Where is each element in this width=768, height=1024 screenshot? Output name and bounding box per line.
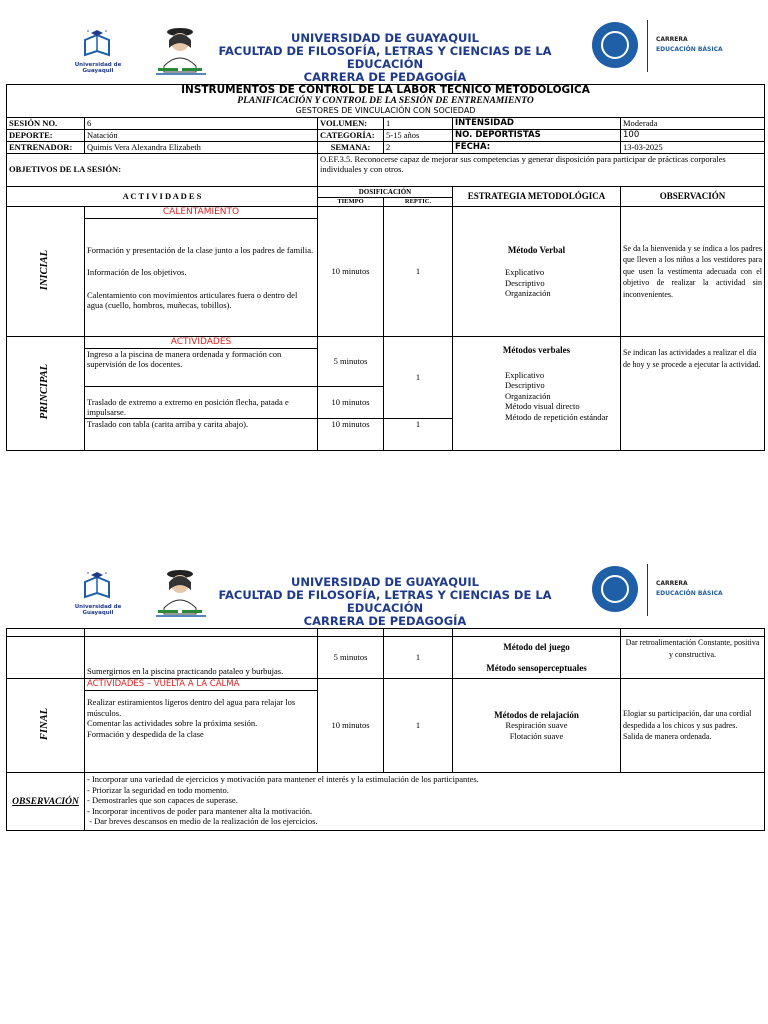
university-logo-2 bbox=[60, 564, 136, 622]
deportistas-value: 100 bbox=[621, 129, 765, 141]
principal-activity-4: Sumergirnos en la piscina practicando pataleo y burbujas. bbox=[85, 637, 318, 679]
final-activity-1: Realizar estiramientos ligeros dentro del agua para relajar los músculos. bbox=[87, 697, 296, 718]
col-observacion: OBSERVACIÓN bbox=[621, 186, 765, 207]
principal-estrategia bbox=[453, 337, 621, 451]
principal-phase-label: PRINCIPAL bbox=[39, 364, 51, 420]
university-name-2: UNIVERSIDAD DE GUAYAQUIL bbox=[291, 575, 479, 589]
categoria-label: CATEGORÍA: bbox=[318, 129, 384, 141]
principal-activity-3: Traslado con tabla (carita arriba y carita abajo). bbox=[85, 418, 318, 450]
principal-activity-1: Ingreso a la piscina de manera ordenada y formación con supervisión de los docentes. bbox=[85, 348, 318, 386]
observaciones-label: OBSERVACIÓN bbox=[7, 773, 85, 831]
categoria-value: 5-15 años bbox=[384, 129, 453, 141]
final-phase-label: FINAL bbox=[39, 708, 51, 741]
principal-act1-time: 5 minutos bbox=[318, 337, 384, 387]
principal-metodo-2: Descriptivo bbox=[505, 380, 545, 390]
principal-metodo-5: Método de repetición estándar bbox=[505, 411, 609, 422]
program-name-2: CARRERA DE PEDAGOGÍA bbox=[303, 614, 467, 628]
info-row-3 bbox=[7, 141, 765, 153]
inicial-phase-cell bbox=[7, 207, 85, 337]
principal-metodo-3: Organización bbox=[505, 390, 551, 401]
final-estrategia bbox=[453, 679, 621, 773]
university-name: UNIVERSIDAD DE GUAYAQUIL bbox=[291, 31, 479, 45]
principal-metodo-1: Explicativo bbox=[505, 369, 545, 380]
observacion-item: - Incorporar incentivos de poder para mantener alta la motivación. bbox=[87, 805, 313, 816]
principal-act3-time: 10 minutos bbox=[318, 418, 384, 450]
title-row bbox=[7, 85, 765, 118]
col-estrategia: ESTRATEGIA METODOLÓGICA bbox=[453, 186, 621, 207]
inicial-observacion: Se da la bienvenida y se indica a los padres que lleven a los niños a los vestidores para que usen la vestimenta adecuada con el objetivo de realizar la actividad sin inconvenientes. bbox=[621, 207, 765, 337]
volumen-value: 1 bbox=[384, 117, 453, 129]
deporte-value: Natación bbox=[85, 129, 318, 141]
objetivos-label: OBJETIVOS DE LA SESIÓN: bbox=[7, 153, 318, 186]
university-logo bbox=[60, 22, 136, 80]
inicial-tiempo: 10 minutos bbox=[318, 207, 384, 337]
col-tiempo: TIEMPO bbox=[318, 198, 384, 207]
carrera-logo-line1-2: CARRERA bbox=[656, 580, 688, 587]
final-heading-row bbox=[7, 679, 765, 691]
principal-observacion: Se indican las actividades a realizar el día de hoy y se procede a ejecutar la actividad. bbox=[621, 337, 765, 451]
principal-act3-rep: 1 bbox=[384, 418, 453, 450]
observaciones-list bbox=[85, 773, 765, 831]
final-activity-2: Comentar las actividades sobre la próxima sesión. bbox=[87, 718, 258, 728]
principal-activity-2: Traslado de extremo a extremo en posición flecha, patada e impulsarse. bbox=[85, 386, 318, 418]
doc-title: INSTRUMENTOS DE CONTROL DE LA LABOR TECNICO METODOLOGICA bbox=[181, 84, 590, 96]
semana-label: SEMANA: bbox=[318, 141, 384, 153]
book-logo-icon bbox=[82, 570, 112, 600]
inicial-activity-3: Calentamiento con movimientos articulares fuera o dentro del agua (cuello, hombros, muñecas, tobillos). bbox=[87, 289, 298, 310]
fecha-value: 13-03-2025 bbox=[621, 141, 765, 153]
principal-act4-rep: 1 bbox=[384, 637, 453, 679]
fecha-label: FECHA: bbox=[453, 141, 621, 153]
inicial-metodo-2: Descriptivo bbox=[505, 277, 545, 288]
final-metodo-2: Flotación suave bbox=[509, 730, 564, 741]
metodo-juego: Método del juego bbox=[503, 642, 570, 652]
deporte-label: DEPORTE: bbox=[7, 129, 85, 141]
principal-heading-row bbox=[7, 337, 765, 349]
inicial-metodo-1: Explicativo bbox=[505, 267, 545, 277]
actividades-heading: ACTIVIDADES bbox=[85, 337, 318, 349]
metodo-sensoperceptuales: Método sensoperceptuales bbox=[486, 662, 587, 673]
observaciones-row bbox=[7, 773, 765, 831]
final-activity-3: Formación y despedida de la clase bbox=[87, 728, 204, 739]
planning-table bbox=[6, 84, 765, 451]
doc-subtitle2: GESTORES DE VINCULACIÓN CON SOCIEDAD bbox=[295, 106, 476, 115]
final-rep: 1 bbox=[384, 679, 453, 773]
calentamiento-heading: CALENTAMIENTO bbox=[85, 207, 318, 219]
faculty-name: FACULTAD DE FILOSOFÍA, LETRAS Y CIENCIAS DE LA EDUCACIÓN bbox=[218, 44, 552, 71]
col-dosificacion: DOSIFICACIÓN bbox=[318, 186, 453, 198]
intensidad-value: Moderada bbox=[621, 117, 765, 129]
inicial-phase-label: INICIAL bbox=[39, 250, 51, 291]
program-name: CARRERA DE PEDAGOGÍA bbox=[303, 70, 467, 84]
entrenador-value: Quimis Vera Alexandra Elizabeth bbox=[85, 141, 318, 153]
principal-estrategia-2 bbox=[453, 637, 621, 679]
final-metodo: Métodos de relajación bbox=[494, 709, 579, 720]
deportistas-label: NO. DEPORTISTAS bbox=[453, 129, 621, 141]
principal-act2-time: 10 minutos bbox=[318, 386, 384, 418]
final-activities bbox=[85, 691, 318, 773]
final-observacion-1: Elogiar su participación, dar una cordial despedida a los chicos y sus padres. bbox=[623, 709, 752, 730]
principal-act4-row bbox=[7, 637, 765, 679]
inicial-metodo: Método Verbal bbox=[507, 244, 566, 255]
inicial-metodo-3: Organización bbox=[505, 288, 551, 298]
inicial-activities bbox=[85, 219, 318, 337]
col-actividades: A C T I V I D A D E S bbox=[7, 186, 318, 207]
faculty-name-2: FACULTAD DE FILOSOFÍA, LETRAS Y CIENCIAS DE LA EDUCACIÓN bbox=[218, 588, 552, 615]
intensidad-label: INTENSIDAD bbox=[453, 117, 621, 129]
objetivos-value: O.EF.3.5. Reconocerse capaz de mejorar sus competencias y generar disposición para participar de prácticas corporales individuales y con otros. bbox=[318, 153, 765, 186]
principal-act12-rep: 1 bbox=[384, 337, 453, 419]
info-row-2 bbox=[7, 129, 765, 141]
inicial-activity-1: Formación y presentación de la clase junto a los padres de familia. bbox=[87, 244, 314, 255]
observacion-item: - Priorizar la seguridad en todo momento. bbox=[87, 784, 229, 795]
volumen-label: VOLUMEN: bbox=[318, 117, 384, 129]
university-logo-label: Universidad de Guayaquil bbox=[74, 62, 122, 74]
doc-subtitle: PLANIFICACIÓN Y CONTROL DE LA SESIÓN DE ENTRENAMIENTO bbox=[237, 95, 534, 106]
principal-phase-cell bbox=[7, 337, 85, 451]
carrera-logo-line2-2: EDUCACIÓN BÁSICA bbox=[656, 590, 723, 597]
observacion-item: - Dar breves descansos en medio de la realización de los ejercicios. bbox=[87, 816, 318, 826]
principal-observacion-2: Dar retroalimentación Constante, positiva y constructiva. bbox=[621, 637, 765, 679]
principal-metodo-4: Método visual directo bbox=[505, 401, 580, 411]
observacion-item: - Demostrarles que son capaces de superase. bbox=[87, 795, 238, 805]
continuation-spacer-row bbox=[7, 629, 765, 637]
header-titles bbox=[180, 32, 590, 84]
observacion-item: - Incorporar una variedad de ejercicios y motivación para mantener el interés y la estimulación de los participantes. bbox=[87, 774, 479, 784]
semana-value: 2 bbox=[384, 141, 453, 153]
principal-metodo: Métodos verbales bbox=[502, 345, 571, 355]
entrenador-label: ENTRENADOR: bbox=[7, 141, 85, 153]
columns-header-row-1 bbox=[7, 186, 765, 198]
university-logo-label-2: Universidad de Guayaquil bbox=[74, 604, 122, 616]
final-tiempo: 10 minutos bbox=[318, 679, 384, 773]
sesion-label: SESIÓN NO. bbox=[7, 117, 85, 129]
objetivos-row bbox=[7, 153, 765, 186]
planning-table-2 bbox=[6, 628, 765, 831]
inicial-estrategia bbox=[453, 207, 621, 337]
final-observacion bbox=[621, 679, 765, 773]
carrera-logo-line2: EDUCACIÓN BÁSICA bbox=[656, 46, 723, 53]
final-metodo-1: Respiración suave bbox=[505, 720, 568, 731]
final-phase-cell bbox=[7, 679, 85, 773]
info-row-1 bbox=[7, 117, 765, 129]
col-reptic: REPTIC. bbox=[384, 198, 453, 207]
book-logo-icon bbox=[82, 28, 112, 58]
inicial-activity-2: Información de los objetivos. bbox=[87, 267, 187, 277]
inicial-heading-row bbox=[7, 207, 765, 219]
principal-act4-time: 5 minutos bbox=[318, 637, 384, 679]
carrera-logo-line1: CARRERA bbox=[656, 36, 688, 43]
vuelta-calma-heading: ACTIVIDADES – VUELTA A LA CALMA bbox=[85, 679, 318, 691]
inicial-rep: 1 bbox=[384, 207, 453, 337]
final-observacion-2: Salida de manera ordenada. bbox=[623, 732, 712, 742]
header-titles-2 bbox=[180, 576, 590, 628]
sesion-value: 6 bbox=[85, 117, 318, 129]
